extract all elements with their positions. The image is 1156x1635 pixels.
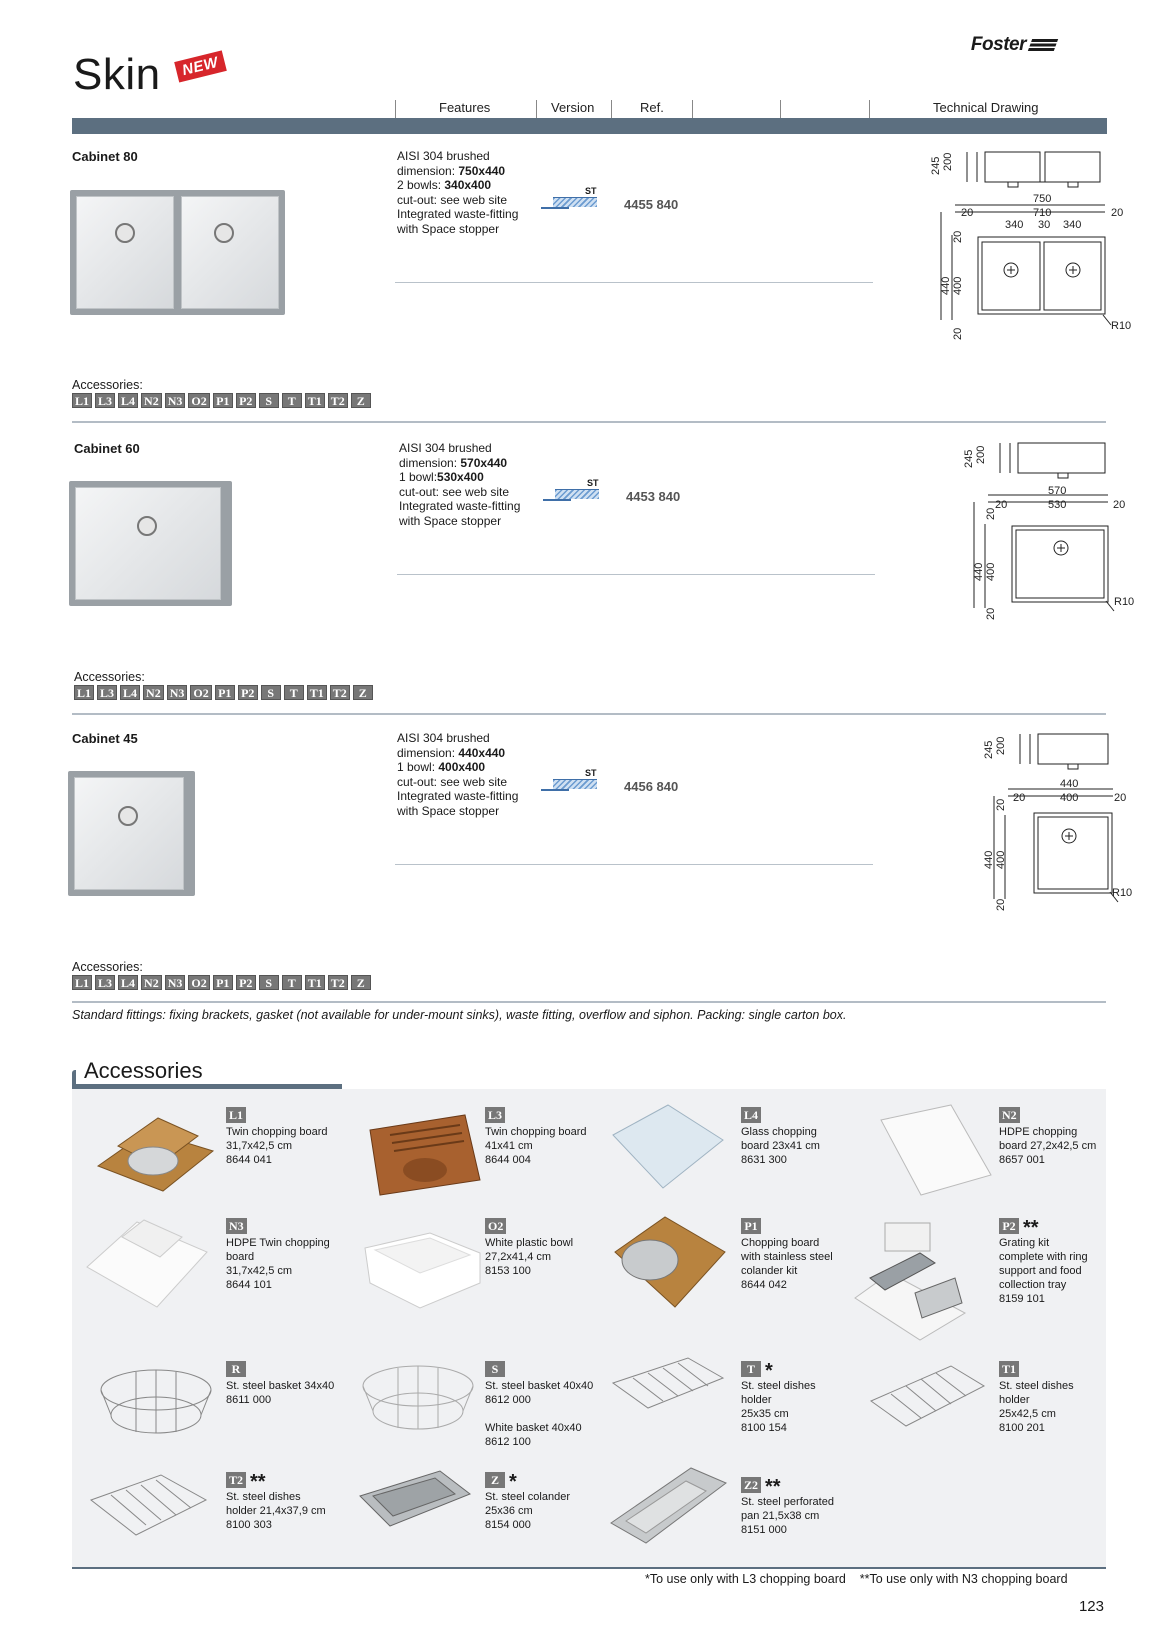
brand-logo: [971, 34, 1056, 56]
accessory-chip: T2: [328, 393, 348, 408]
accessory-chip: Z: [351, 975, 371, 990]
accessory-chip: L4: [120, 685, 140, 700]
accessory-item-l1: L1 Twin chopping board 31,7x42,5 cm 8644 041: [226, 1108, 328, 1166]
twin-chopping-board-image: [88, 1106, 218, 1196]
svg-text:200: 200: [942, 152, 954, 171]
footnote-n3: **To use only with N3 chopping board: [859, 1572, 1068, 1586]
svg-text:200: 200: [995, 736, 1007, 755]
accessory-chip: T2: [330, 685, 350, 700]
accessory-chip: N3: [165, 393, 186, 408]
footnote-marker: **: [1023, 1217, 1039, 1239]
section-divider: [72, 421, 1106, 423]
svg-text:570: 570: [1048, 485, 1067, 497]
feature-line: Integrated waste-fitting: [397, 207, 519, 222]
accessory-code: P2: [999, 1218, 1019, 1234]
footnote-marker: **: [765, 1476, 781, 1498]
svg-text:400: 400: [1060, 792, 1079, 804]
svg-text:20: 20: [985, 607, 997, 620]
divider: [395, 282, 873, 283]
accessory-chip: L4: [118, 975, 138, 990]
accessory-chip: L1: [74, 685, 94, 700]
header-bar: [72, 118, 1107, 134]
svg-text:200: 200: [975, 445, 987, 464]
accessory-chip: O2: [188, 975, 209, 990]
feature-line: 2 bowls: 340x400: [397, 178, 492, 193]
svg-text:20: 20: [1111, 207, 1124, 219]
page-number: 123: [1078, 1598, 1104, 1615]
product-name: Cabinet 60: [74, 441, 140, 456]
accessory-chip: T1: [305, 393, 325, 408]
svg-text:340: 340: [1005, 219, 1024, 231]
feature-line: with Space stopper: [397, 221, 500, 236]
svg-text:245: 245: [963, 449, 975, 468]
accessory-chip: T1: [305, 975, 325, 990]
svg-text:245: 245: [983, 740, 995, 759]
footnote-l3: *To use only with L3 chopping board: [645, 1572, 846, 1586]
accessory-chip: L1: [72, 393, 92, 408]
svg-text:440: 440: [1060, 778, 1079, 790]
accessory-chip: P2: [238, 685, 258, 700]
technical-drawing-cabinet-60: [958, 438, 1135, 623]
accessory-code: T2: [226, 1472, 246, 1488]
standard-fittings-note: Standard fittings: fixing brackets, gasket (not available for under-mount sinks), waste fitting, overflow and siphon. Packing: single carton box.: [72, 1008, 847, 1022]
svg-text:20: 20: [1013, 792, 1026, 804]
svg-text:R10: R10: [1111, 320, 1132, 332]
accessory-item-s: S St. steel basket 40x40 8612 000 White basket 40x40 8612 100: [485, 1362, 594, 1448]
accessory-code: L3: [485, 1107, 505, 1123]
column-divider: [869, 100, 870, 120]
column-divider: [611, 100, 612, 120]
column-divider: [692, 100, 693, 120]
accessory-item-r: R St. steel basket 34x40 8611 000: [226, 1362, 335, 1406]
accessory-chip: T2: [328, 975, 348, 990]
svg-text:20: 20: [985, 507, 997, 520]
divider: [397, 574, 875, 575]
accessory-chip: P1: [213, 393, 233, 408]
product-name: Cabinet 80: [72, 149, 138, 164]
product-ref: 4453 840: [626, 489, 681, 504]
accessory-code: R: [226, 1361, 246, 1377]
feature-line: AISI 304 brushed: [397, 731, 490, 745]
svg-text:400: 400: [952, 276, 964, 295]
product-name: Cabinet 45: [72, 731, 138, 746]
accessory-chip: P2: [236, 975, 256, 990]
accessory-chip: S: [261, 685, 281, 700]
accessory-chip: N3: [165, 975, 186, 990]
accessory-chip: L3: [95, 975, 115, 990]
accessories-title: Accessories: [84, 1058, 203, 1083]
section-divider: [72, 1001, 1106, 1003]
svg-text:400: 400: [995, 850, 1007, 869]
accessory-chip: Z: [351, 393, 371, 408]
product-ref: 4456 840: [624, 779, 679, 794]
header-ref: Ref.: [640, 100, 664, 115]
accessory-chip: L4: [118, 393, 138, 408]
svg-text:20: 20: [995, 798, 1007, 811]
svg-text:20: 20: [1114, 792, 1127, 804]
svg-text:R10: R10: [1114, 596, 1135, 608]
accessory-item-t: T * St. steel dishes holder 25x35 cm 8100 154: [741, 1360, 816, 1434]
product-features: [397, 149, 547, 237]
accessory-item-t2: T2 ** St. steel dishes holder 21,4x37,9 cm 8100 303: [226, 1471, 326, 1531]
accessory-chip: T1: [307, 685, 327, 700]
accessory-chip: P2: [236, 393, 256, 408]
steel-basket-image: [96, 1360, 216, 1445]
accessory-chip: O2: [190, 685, 211, 700]
accessory-chip: T: [282, 393, 302, 408]
svg-text:20: 20: [995, 898, 1007, 911]
accessory-chips: [74, 685, 373, 700]
accessory-chip: L3: [95, 393, 115, 408]
version-icon: ST: [543, 478, 603, 508]
accessory-chip: P1: [213, 975, 233, 990]
technical-drawing-cabinet-80: [925, 145, 1132, 345]
new-badge: NEW: [174, 50, 226, 82]
accessory-code: L4: [741, 1107, 761, 1123]
accessory-chips: [72, 393, 371, 408]
product-photo-cabinet-60: [69, 481, 232, 606]
svg-text:245: 245: [930, 156, 942, 175]
accessory-chip: Z: [353, 685, 373, 700]
svg-text:340: 340: [1063, 219, 1082, 231]
accessory-code: S: [485, 1361, 505, 1377]
accessories-label: Accessories:: [72, 378, 143, 392]
feature-line: cut-out: see web site: [399, 484, 510, 499]
section-divider: [72, 713, 1106, 715]
feature-line: dimension: 750x440: [397, 163, 506, 178]
accessory-item-l4: L4 Glass chopping board 23x41 cm 8631 300: [741, 1108, 820, 1166]
svg-text:440: 440: [940, 276, 952, 295]
header-features: Features: [439, 100, 491, 115]
feature-line: Integrated waste-fitting: [399, 499, 521, 514]
accessory-code: Z2: [741, 1477, 761, 1493]
feature-line: dimension: 570x440: [399, 455, 508, 470]
product-features: [397, 731, 547, 819]
accessory-code: P1: [741, 1218, 761, 1234]
accessory-chip: N2: [143, 685, 164, 700]
accessory-chips: [72, 975, 371, 990]
svg-text:30: 30: [1038, 219, 1051, 231]
hdpe-twin-chopping-board-image: [82, 1212, 212, 1312]
accessory-chip: L1: [72, 975, 92, 990]
accessory-item-n2: N2 HDPE chopping board 27,2x42,5 cm 8657 001: [999, 1108, 1097, 1166]
accessory-chip: P1: [215, 685, 235, 700]
footnote-marker: *: [765, 1360, 773, 1382]
svg-text:20: 20: [1113, 499, 1126, 511]
feature-line: Integrated waste-fitting: [397, 789, 519, 804]
accessory-chip: L3: [97, 685, 117, 700]
accessory-chip: S: [259, 393, 279, 408]
feature-line: AISI 304 brushed: [397, 149, 490, 163]
accessory-code: N3: [226, 1218, 247, 1234]
accessory-code: T: [741, 1361, 761, 1377]
version-icon: ST: [541, 186, 601, 216]
feature-line: cut-out: see web site: [397, 774, 508, 789]
accessory-item-t1: T1 St. steel dishes holder 25x42,5 cm 8100 201: [999, 1362, 1074, 1434]
accessory-code: Z: [485, 1472, 505, 1488]
bottom-rule: [72, 1567, 1106, 1569]
svg-text:530: 530: [1048, 499, 1067, 511]
column-divider: [395, 100, 396, 120]
accessory-chip: T: [284, 685, 304, 700]
svg-text:20: 20: [952, 327, 964, 340]
version-icon: ST: [541, 768, 601, 798]
svg-text:R10: R10: [1112, 887, 1133, 899]
product-photo-cabinet-45: [68, 771, 195, 896]
feature-line: 1 bowl:530x400: [399, 470, 484, 485]
svg-text:400: 400: [985, 562, 997, 581]
accessory-item-z: Z * St. steel colander 25x36 cm 8154 000: [485, 1471, 570, 1531]
accessory-chip: O2: [188, 393, 209, 408]
accessories-label: Accessories:: [72, 960, 143, 974]
accessory-chip: N2: [141, 975, 162, 990]
feature-line: 1 bowl: 400x400: [397, 760, 486, 775]
accessory-chip: N3: [167, 685, 188, 700]
accessories-label: Accessories:: [74, 670, 145, 684]
accessory-chip: T: [282, 975, 302, 990]
product-features: [399, 441, 549, 529]
divider: [395, 864, 873, 865]
product-photo-cabinet-80: [70, 190, 285, 315]
header-technical-drawing: Technical Drawing: [933, 100, 1039, 115]
svg-text:20: 20: [995, 499, 1008, 511]
product-ref: 4455 840: [624, 197, 679, 212]
footnotes: [645, 1572, 1068, 1586]
svg-text:20: 20: [952, 230, 964, 243]
svg-text:750: 750: [1033, 193, 1052, 205]
column-divider: [536, 100, 537, 120]
brand-mark-icon: [1028, 39, 1058, 51]
accessory-item-l3: L3 Twin chopping board 41x41 cm 8644 004: [485, 1108, 587, 1166]
column-divider: [780, 100, 781, 120]
accessory-chip: N2: [141, 393, 162, 408]
footnote-marker: **: [250, 1471, 266, 1493]
technical-drawing-cabinet-45: [978, 729, 1133, 914]
footnote-marker: *: [509, 1471, 517, 1493]
svg-text:710: 710: [1033, 207, 1052, 219]
feature-line: AISI 304 brushed: [399, 441, 492, 455]
accessory-item-o2: O2 White plastic bowl 27,2x41,4 cm 8153 100: [485, 1219, 574, 1277]
svg-text:440: 440: [983, 850, 995, 869]
svg-text:440: 440: [973, 562, 985, 581]
feature-line: with Space stopper: [397, 803, 500, 818]
header-version: Version: [551, 100, 595, 115]
compact-dishes-holder-image: [86, 1470, 211, 1545]
feature-line: dimension: 440x440: [397, 745, 506, 760]
page-title: Skin: [73, 50, 161, 99]
accessory-item-n3: N3 HDPE Twin chopping board 31,7x42,5 cm 8644 101: [226, 1219, 330, 1291]
accessory-chip: S: [259, 975, 279, 990]
accessory-code: L1: [226, 1107, 246, 1123]
accessory-code: N2: [999, 1107, 1020, 1123]
accessory-item-p2: P2 ** Grating kit complete with ring support and food collection tray 8159 101: [999, 1217, 1088, 1305]
feature-line: with Space stopper: [399, 513, 502, 528]
feature-line: cut-out: see web site: [397, 192, 508, 207]
svg-text:20: 20: [961, 207, 974, 219]
accessory-item-z2: Z2 ** St. steel perforated pan 21,5x38 cm 8151 000: [741, 1476, 834, 1536]
brand-name: Foster: [970, 34, 1026, 55]
accessory-code: T1: [999, 1361, 1019, 1377]
accessory-item-p1: P1 Chopping board with stainless steel colander kit 8644 042: [741, 1219, 833, 1291]
accessory-code: O2: [485, 1218, 506, 1234]
